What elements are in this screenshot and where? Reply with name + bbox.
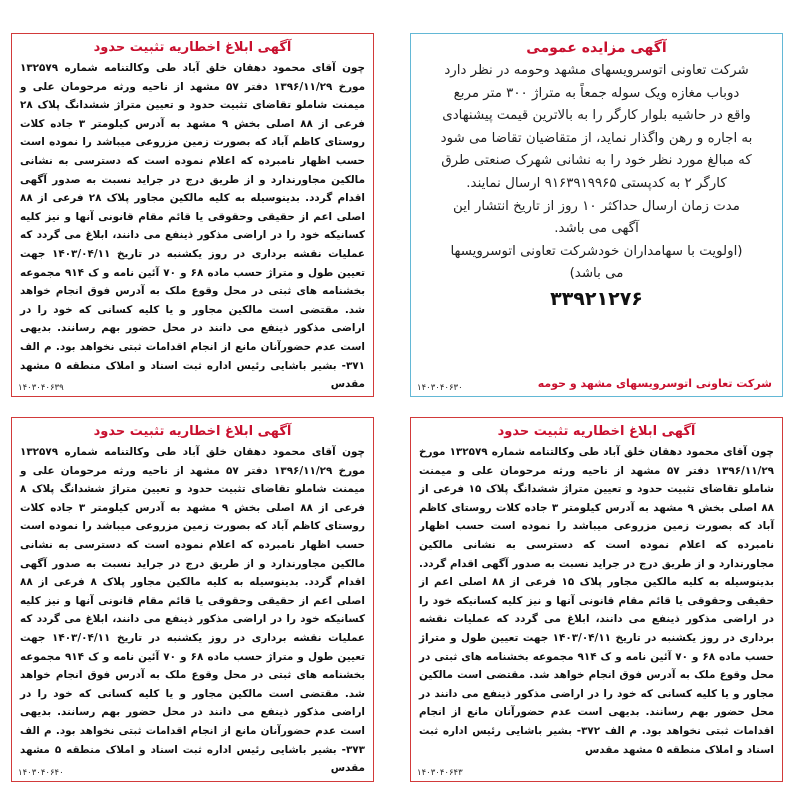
notice-public-auction — [410, 33, 783, 397]
auction-line: که مبالغ مورد نظر خود را به نشانی شهرک صنعتی طرق — [441, 153, 752, 169]
auction-line: به اجاره و رهن واگذار نماید، از متقاضیان تقاضا می شود — [440, 130, 753, 146]
notice-paragraph: چون آقای محمود دهقان خلق آباد طی وکالتنامه شماره ۱۳۲۵۷۹ مورخ ۱۳۹۶/۱۱/۲۹ دفتر ۵۷ مشهد از ناحیه ورثه مرحومان علی و میمنت شاملو تقاضای تثبیت حدود و تعیین متراژ ششدانگ پلاک ۲۸ فرعی از ۸۸ اصلی بخش ۹ مشهد به آدرس کیلومتر ۳ جاده کلات روستای کاظم آباد که بصورت زمین مزروعی میباشد را نموده است حسب اظهار نامبرده که اعلام نموده است که دسترسی به نشانی مالکین مجاورندارد و از طریق درج در جراید نسبت به صدور آگهی اقدام گردد. بدینوسیله به کلیه مالکین مجاور پلاک ۲۸ فرعی از ۸۸ اصلی اعم از حقیقی وحقوقی یا قائم مقام قانونی آنها و نیز کلیه کسانیکه خود را در اراضی مذکور ذینفع می دانند، ابلاغ می گردد که عملیات نقشه برداری در روز یکشنبه در تاریخ ۱۴۰۳/۰۴/۱۱ جهت تعیین طول و متراژ حسب ماده ۶۸ و ۷۰ آئین نامه و ک ۹۱۴ مجموعه بخشنامه های ثبتی در محل وقوع ملک به آدرس فوق انجام خواهد شد. مقتضی است مالکین مجاور و یا کلیه کسانی که خود را در اراضی مذکور ذینفع می دانند در محل حضور بهم رسانند. بدیهی است عدم حضورآنان مانع از انجام اقدامات ثبتی نخواهد بود. م الف ۳۷۱- بشیر باشایی رئیس اداره ثبت اسناد و املاک منطقه ۵ مشهد مقدس — [20, 62, 366, 391]
auction-line: واقع در حاشیه بلوار کارگر را به بالاترین قیمت پیشنهادی — [442, 108, 751, 124]
auction-code: ۱۴۰۳۰۴۰۶۳۰ — [417, 383, 463, 393]
notice-body — [419, 443, 774, 759]
auction-line: آگهی می باشد. — [554, 221, 639, 237]
auction-phone: ۳۳۹۲۱۲۷۶ — [550, 287, 643, 310]
notice-boundary-plaque-28 — [11, 33, 374, 397]
notice-title: آگهی ابلاغ اخطاریه تثبیت حدود — [497, 424, 696, 439]
notice-paragraph: چون آقای محمود دهقان خلق آباد طی وکالتنامه شماره ۱۳۲۵۷۹ مورخ ۱۳۹۶/۱۱/۲۹ دفتر ۵۷ مشهد از ناحیه ورثه مرحومان علی و میمنت شاملو تقاضای تثبیت حدود و تعیین متراژ ششدانگ پلاک ۱۵ فرعی از ۸۸ اصلی بخش ۹ مشهد به آدرس کیلومتر ۳ جاده کلات روستای کاظم آباد که بصورت زمین مزروعی میباشد را نموده است حسب اظهار نامبرده که اعلام نموده است که دسترسی به نشانی مالکین مجاورندارد و از طریق درج در جراید نسبت به صدور آگهی اقدام گردد. بدینوسیله به کلیه مالکین مجاور پلاک ۱۵ فرعی از ۸۸ اصلی اعم از حقیقی وحقوقی یا قائم مقام قانونی آنها و نیز کلیه کسانیکه خود را در اراضی مذکور ذینفع می دانند، ابلاغ می گردد که عملیات نقشه برداری در روز یکشنبه در تاریخ ۱۴۰۳/۰۴/۱۱ جهت تعیین طول و متراژ حسب ماده ۶۸ و ۷۰ آئین نامه و ک ۹۱۴ مجموعه بخشنامه های ثبتی در محل وقوع ملک به آدرس فوق انجام خواهد شد. مقتضی است مالکین مجاور و یا کلیه کسانی که خود را در اراضی مذکور ذینفع می دانند در محل حضور بهم رسانند. بدیهی است عدم حضورآنان مانع از انجام اقدامات ثبتی نخواهد بود. م الف ۳۷۲- بشیر باشایی رئیس اداره ثبت اسناد و املاک منطقه ۵ مشهد مقدس — [419, 446, 775, 756]
notice-boundary-plaque-15 — [410, 417, 783, 782]
auction-line: کارگر ۲ به کدپستی ۹۱۶۳۹۱۹۹۶۵ ارسال نمایند. — [466, 175, 727, 191]
auction-line: دوباب مغازه ویک سوله جمعاً به متراژ ۳۰۰ متر مربع — [453, 85, 740, 101]
notice-title: آگهی ابلاغ اخطاریه تثبیت حدود — [93, 424, 292, 439]
auction-priority-note-end: می باشد) — [569, 266, 624, 282]
notice-body — [20, 59, 365, 394]
auction-body — [419, 60, 774, 286]
notice-body — [20, 443, 365, 778]
auction-line: شرکت تعاونی اتوسرویسهای مشهد وحومه در نظر دارد — [444, 63, 749, 78]
notice-paragraph: چون آقای محمود دهقان خلق آباد طی وکالتنامه شماره ۱۳۲۵۷۹ مورخ ۱۳۹۶/۱۱/۲۹ دفتر ۵۷ مشهد از ناحیه ورثه مرحومان علی و میمنت شاملو تقاضای تثبیت حدود و تعیین متراژ ششدانگ پلاک ۸ فرعی از ۸۸ اصلی بخش ۹ مشهد به آدرس کیلومتر ۳ جاده کلات روستای کاظم آباد که بصورت زمین مزروعی میباشد را نموده است حسب اظهار نامبرده که اعلام نموده است که دسترسی به نشانی مالکین مجاورندارد و از طریق درج در جراید نسبت به صدور آگهی اقدام گردد. بدینوسیله به کلیه مالکین مجاور پلاک ۸ فرعی از ۸۸ اصلی اعم از حقیقی وحقوقی یا قائم مقام قانونی آنها و نیز کلیه کسانیکه خود را در اراضی مذکور ذینفع می دانند، ابلاغ می گردد که عملیات نقشه برداری در روز یکشنبه در تاریخ ۱۴۰۳/۰۴/۱۱ جهت تعیین طول و متراژ حسب ماده ۶۸ و ۷۰ آئین نامه و ک ۹۱۴ مجموعه بخشنامه های ثبتی در محل وقوع ملک به آدرس فوق انجام خواهد شد. مقتضی است مالکین مجاور و یا کلیه کسانی که خود را در اراضی مذکور ذینفع می دانند در محل حضور بهم رسانند. بدیهی است عدم حضورآنان مانع از انجام اقدامات ثبتی نخواهد بود. م الف ۳۷۳- بشیر باشایی رئیس اداره ثبت اسناد و املاک منطقه ۵ مشهد مقدس — [20, 446, 366, 775]
notice-code: ۱۴۰۳۰۴۰۶۴۳ — [417, 768, 463, 778]
auction-company: شرکت تعاونی اتوسرویسهای مشهد و حومه — [537, 377, 772, 390]
notice-boundary-plaque-8 — [11, 417, 374, 782]
auction-line: مدت زمان ارسال حداکثر ۱۰ روز از تاریخ انتشار این — [453, 198, 740, 214]
auction-priority-note: (اولویت با سهامداران خودشرکت تعاونی اتوسرویسها — [450, 243, 743, 259]
notice-code: ۱۴۰۳۰۴۰۶۴۰ — [18, 768, 64, 778]
auction-title: آگهی مزایده عمومی — [526, 40, 667, 56]
notice-code: ۱۴۰۳۰۴۰۶۳۹ — [18, 383, 64, 393]
notice-title: آگهی ابلاغ اخطاریه تثبیت حدود — [93, 40, 292, 55]
